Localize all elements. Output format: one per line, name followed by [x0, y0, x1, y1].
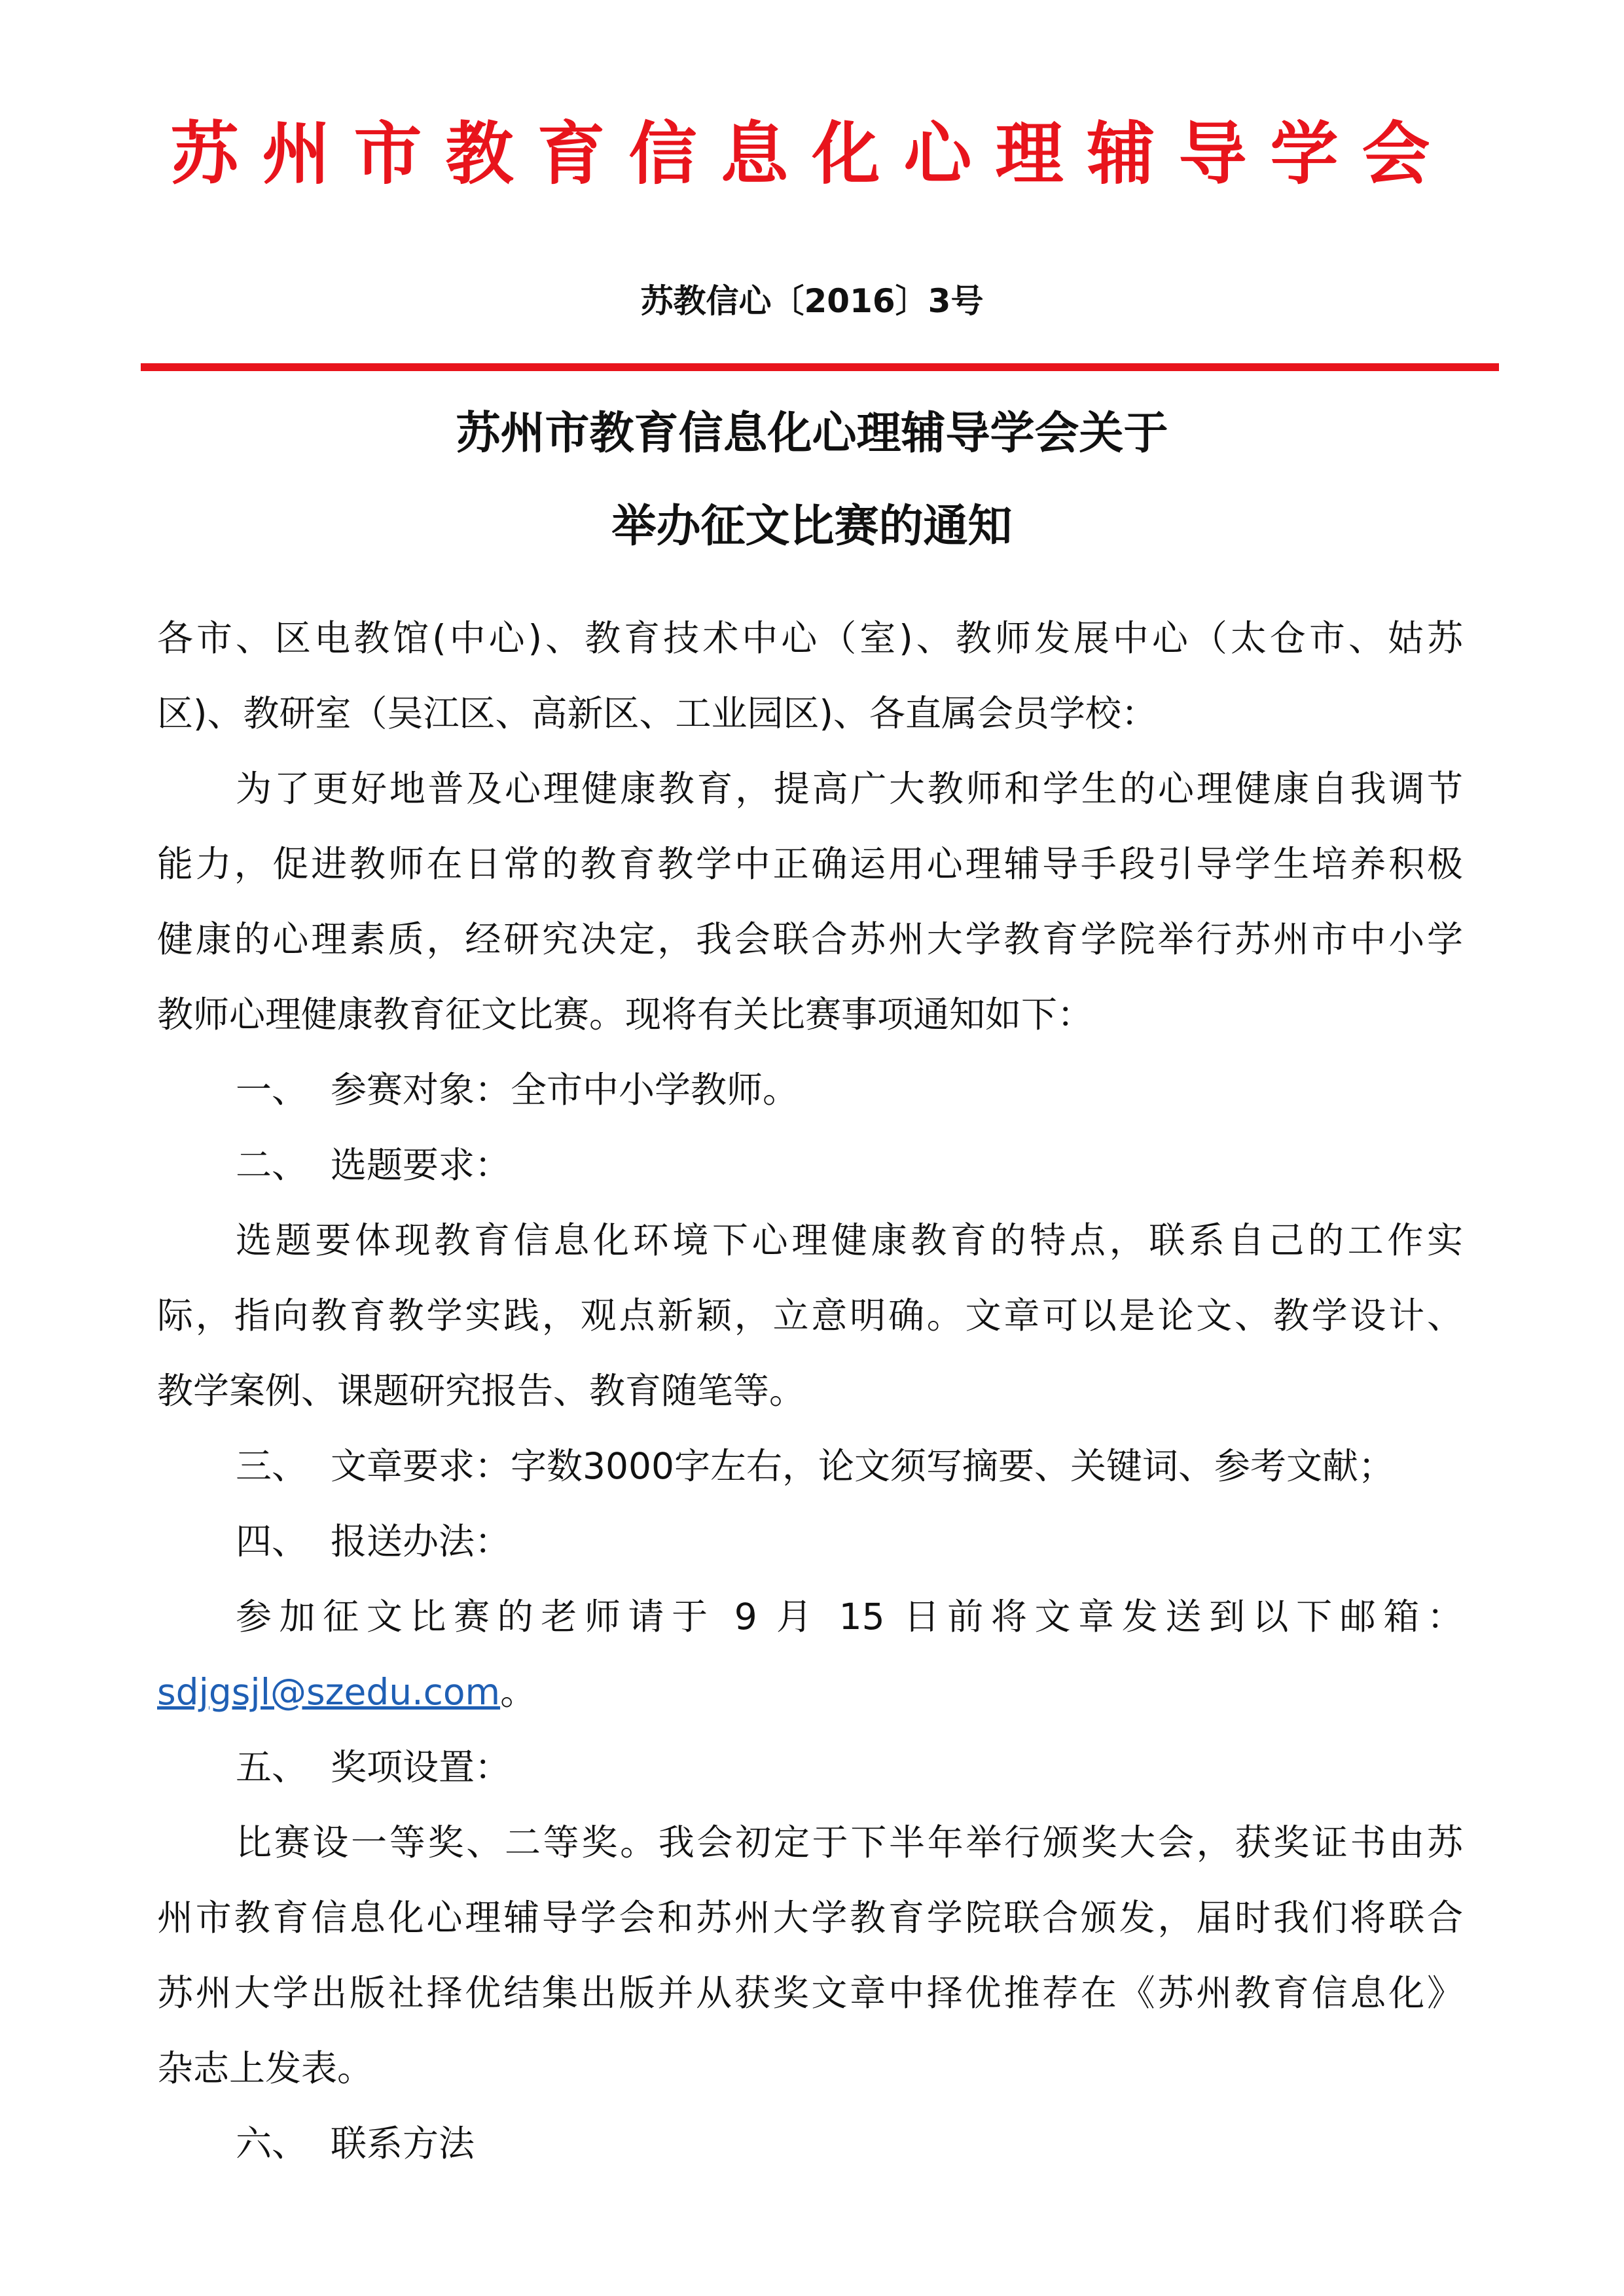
section-5-number: 五、	[236, 1746, 308, 1788]
organization-header: 苏州市教育信息化心理辅导学会	[170, 114, 1454, 194]
section-3-text: 文章要求：字数3000字左右，论文须写摘要、关键词、参考文献；	[331, 1445, 1394, 1487]
section-5-body-line-4: 杂志上发表。	[157, 2047, 374, 2089]
section-5-heading: 奖项设置：	[331, 1746, 511, 1788]
section-1-text: 参赛对象：全市中小学教师。	[331, 1069, 799, 1111]
email-link[interactable]: sdjgsjl@szedu.com	[157, 1671, 501, 1713]
section-4-body-line-1: 参加征文比赛的老师请于 9 月 15 日前将文章发送到以下邮箱：	[236, 1596, 1463, 1638]
notice-title-line-1: 苏州市教育信息化心理辅导学会关于	[456, 408, 1168, 459]
section-1	[236, 1064, 799, 1116]
section-3	[236, 1440, 1394, 1492]
section-5-body-line-1: 比赛设一等奖、二等奖。我会初定于下半年举行颁奖大会，获奖证书由苏	[236, 1821, 1463, 1863]
section-2-number: 二、	[236, 1144, 308, 1186]
document-number: 苏教信心〔2016〕3号	[640, 282, 984, 320]
section-2-body-line-3: 教学案例、课题研究报告、教育随笔等。	[157, 1370, 806, 1412]
section-1-number: 一、	[236, 1069, 308, 1111]
addressee-line-1: 各市、区电教馆(中心)、教育技术中心（室)、教师发展中心（太仓市、姑苏	[157, 617, 1463, 659]
section-3-number: 三、	[236, 1445, 308, 1487]
section-2-heading: 选题要求：	[331, 1144, 511, 1186]
section-2-body-line-1: 选题要体现教育信息化环境下心理健康教育的特点，联系自己的工作实	[236, 1219, 1463, 1261]
section-6-number: 六、	[236, 2123, 308, 2164]
section-5	[236, 1741, 511, 1793]
addressee-line-2: 区)、教研室（吴江区、高新区、工业园区)、各直属会员学校：	[157, 692, 1157, 734]
section-5-body-line-3: 苏州大学出版社择优结集出版并从获奖文章中择优推荐在《苏州教育信息化》	[157, 1972, 1463, 2014]
section-4-number: 四、	[236, 1520, 308, 1562]
intro-line-4: 教师心理健康教育征文比赛。现将有关比赛事项通知如下：	[157, 994, 1094, 1035]
section-5-body-line-2: 州市教育信息化心理辅导学会和苏州大学教育学院联合颁发，届时我们将联合	[157, 1897, 1463, 1939]
section-6-heading: 联系方法	[331, 2123, 475, 2164]
notice-title-line-2: 举办征文比赛的通知	[611, 501, 1013, 552]
intro-line-1: 为了更好地普及心理健康教育，提高广大教师和学生的心理健康自我调节	[236, 768, 1463, 810]
section-2	[236, 1139, 511, 1191]
intro-line-3: 健康的心理素质，经研究决定，我会联合苏州大学教育学院举行苏州市中小学	[157, 918, 1463, 960]
red-divider-rule	[141, 363, 1499, 371]
section-4-email-line	[157, 1666, 536, 1718]
intro-line-2: 能力，促进教师在日常的教育教学中正确运用心理辅导手段引导学生培养积极	[157, 843, 1463, 885]
section-4-heading: 报送办法：	[331, 1520, 511, 1562]
section-6	[236, 2117, 475, 2170]
email-suffix: 。	[500, 1671, 537, 1713]
section-2-body-line-2: 际，指向教育教学实践，观点新颖，立意明确。文章可以是论文、教学设计、	[157, 1295, 1463, 1336]
section-4	[236, 1515, 511, 1568]
